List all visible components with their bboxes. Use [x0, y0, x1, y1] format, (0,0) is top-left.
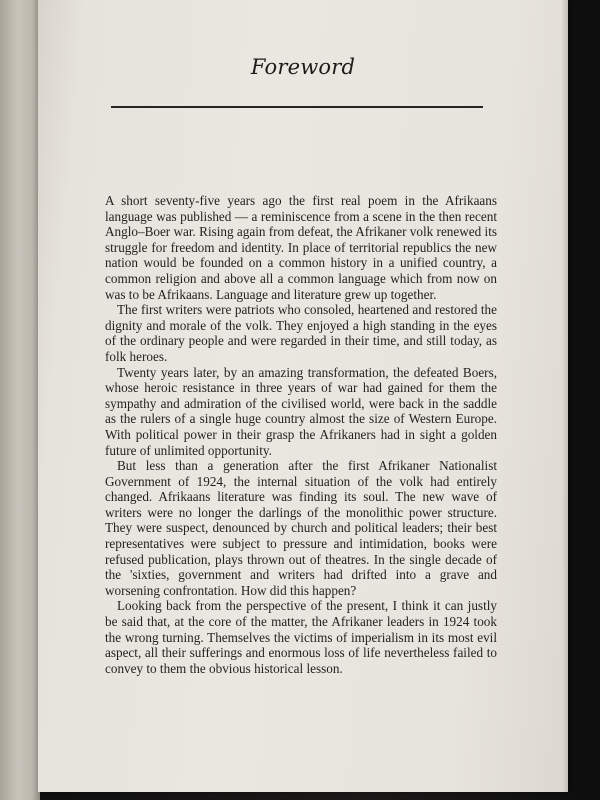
title-rule [111, 106, 483, 108]
paragraph-4: But less than a generation after the first Afrikaner Nationalist Government of 1924, the internal situation of the volk had entirely changed. Afrikaans literature was finding its soul. The new wave of writers were no longer the darlings of the monolithic power structure. They were suspect, denounced by church and political leaders; their best representatives were subject to pressure and intimidation, books were refused publication, plays thrown out of theatres. In the single decade of the 'sixties, government and writers had drifted into a grave and worsening confrontation. How did this happen? [105, 458, 497, 598]
foreword-body [105, 193, 497, 676]
facing-page-edge [0, 0, 40, 800]
paragraph-3: Twenty years later, by an amazing transformation, the defeated Boers, whose heroic resistance in three years of war had gained for them the sympathy and admiration of the civilised world, were back in the saddle as the rulers of a single huge country almost the size of Western Europe. With political power in their grasp the Afrikaners had in sight a golden future of unlimited opportunity. [105, 364, 497, 458]
book-page [38, 0, 568, 792]
paragraph-5: Looking back from the perspective of the present, I think it can justly be said that, at the core of the matter, the Afrikaner leaders in 1924 took the wrong turning. Themselves the victims of imperialism in its most evil aspect, all their sufferings and enormous loss of life nevertheless failed to convey to them the obvious historical lesson. [105, 598, 497, 676]
page-title: Foreword [250, 55, 356, 79]
page-edge-shadow [562, 0, 568, 792]
paragraph-1: A short seventy-five years ago the first real poem in the Afrikaans language was published — a reminiscence from a scene in the then recent Anglo–Boer war. Rising again from defeat, the Afrikaner volk renewed its struggle for freedom and identity. In place of territorial republics the new nation would be founded on a common history in a unified country, a common religion and above all a common language which from now on was to be Afrikaans. Language and literature grew up together. [105, 193, 497, 302]
paragraph-2: The first writers were patriots who consoled, heartened and restored the dignity and morale of the volk. They enjoyed a high standing in the eyes of the ordinary people and were regarded in their time, and still today, as folk heroes. [105, 302, 497, 364]
